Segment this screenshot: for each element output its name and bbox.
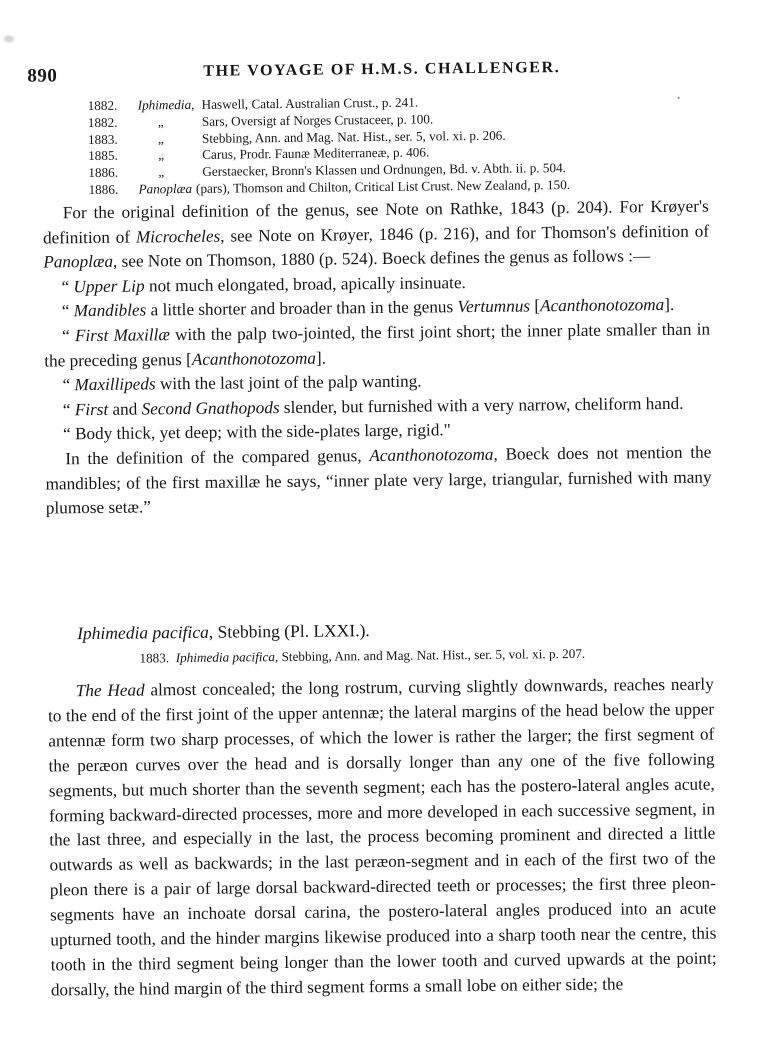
synonymy-year: 1882. <box>87 97 118 114</box>
synonymy-reference: Stebbing, Ann. and Mag. Nat. Hist., ser. 5, vol. xi. p. 206. <box>201 127 506 146</box>
synonymy-ditto: „ <box>157 114 164 130</box>
genus-discussion <box>43 195 712 522</box>
synonymy-name: Panoplæa <box>138 180 193 197</box>
text-run: slender, but furnished with a very narrow, cheliform hand. <box>279 393 684 417</box>
text-run: with the palp two-jointed, the first joint short; the inner plate smaller than in the preceding genus <box>44 319 711 371</box>
synonymy-year: 1883. <box>87 131 118 147</box>
synonymy-year: 1883. <box>139 650 170 666</box>
genus-name: Acanthonotozoma <box>191 348 317 369</box>
text-run: not much elongated, broad, apically insinuate. <box>144 272 466 296</box>
page-number: 890 <box>27 65 58 87</box>
species-name: Iphimedia pacifica <box>77 621 209 644</box>
synonymy-reference: Haswell, Catal. Australian Crust., p. 241. <box>201 94 419 112</box>
text-run: Body thick, yet deep; with the side-plates large, rigid." <box>74 420 451 444</box>
quoted-character: “ First Maxillæ with the palp two-jointed, the first joint short; the inner plate smaller than in the preceding genus [Acanthonotozoma]. <box>44 319 711 371</box>
synonymy-list <box>88 92 669 199</box>
species-authority: , Stebbing (Pl. LXXI.). <box>208 620 370 642</box>
genus-name: Vertumnus <box>457 296 531 317</box>
paragraph <box>43 195 710 276</box>
character-term: Maxillipeds <box>74 374 156 395</box>
species-description <box>48 673 717 1004</box>
synonymy-year: 1886. <box>88 181 119 198</box>
synonymy-name: Iphimedia pacifica, <box>175 649 279 666</box>
text-run: , see Note on Thomson, 1880 (p. 524). Boeck defines the genus as follows :— <box>112 246 651 271</box>
text-run: , see Note on Krøyer, 1846 (p. 216), and for Thomson's definition of <box>220 221 710 246</box>
synonymy-reference: Stebbing, Ann. and Mag. Nat. Hist., ser. 5, vol. xi. p. 207. <box>281 645 586 665</box>
paragraph <box>45 440 712 521</box>
text-run: and <box>108 399 142 419</box>
species-heading <box>77 620 370 644</box>
character-term: Upper Lip <box>73 276 145 296</box>
character-term: First Maxillæ <box>74 325 170 346</box>
quoted-character: “ Upper Lip not much elongated, broad, apically insinuate. <box>61 272 466 297</box>
synonymy-ditto: „ <box>158 147 165 163</box>
genus-name: Panoplæa <box>43 251 114 272</box>
synonymy-year: 1882. <box>87 114 118 130</box>
synonymy-reference: Gerstaecker, Bronn's Klassen und Ordnungen, Bd. v. Abth. ii. p. 504. <box>202 160 567 180</box>
text-run: almost concealed; the long rostrum, curving slightly downwards, reaches nearly to the end of the first joint of the upper antennæ; the lateral margins of the head below the upper antennæ form two sharp processes, of which the lower is rather the larger; the first segment of the peræon curves over the head and is dorsally longer than any one of the five following segments, but much shorter than the seventh segment; each has the postero-lateral angles acute, forming backward-directed processes, more and more developed in each successive segment, in the last three, and especially in the last, the process becoming prominent and directed a little outwards as well as backwards; in the last peræon-segment and in each of the first two of the pleon there is a pair of large dorsal backward-directed teeth or processes; the first three pleon-segments have an inchoate dorsal carina, the postero-lateral angles produced into an acute upturned tooth, and the hinder margins likewise produced into a sharp tooth near the centre, this tooth in the third segment being longer than the lower tooth and curved upwards at the point; dorsally, the hind margin of the third segment forms a small lobe on either side; the <box>47 674 717 1000</box>
synonymy-reference: (pars), Thomson and Chilton, Critical List Crust. New Zealand, p. 150. <box>195 176 571 196</box>
character-term: First <box>74 399 109 419</box>
genus-name: Acanthonotozoma <box>539 295 665 316</box>
text-run: For the original definition of the genus, see Note on Rathke, 1843 (p. 204). For Krøyer's definition of <box>42 196 709 248</box>
synonymy-reference: Carus, Prodr. Faunæ Mediterraneæ, p. 406. <box>202 144 430 163</box>
synonymy-ditto: „ <box>157 130 164 146</box>
text-run: , Boeck does not mention the mandibles; of the first maxillæ he says, “inner plate very large, triangular, furnished with many plumose setæ.” <box>45 442 712 518</box>
text-run: with the last joint of the palp wanting. <box>155 371 422 394</box>
text-run: a little shorter and broader than in the genus <box>146 297 458 320</box>
genus-name: Microcheles <box>135 226 221 247</box>
quoted-character: “ Mandibles a little shorter and broader than in the genus Vertumnus [Acanthonotozoma]. <box>61 295 675 321</box>
synonymy-reference: Sars, Oversigt af Norges Crustaceer, p. 100. <box>201 111 434 129</box>
scan-speck <box>678 97 680 99</box>
quoted-character: “ First and Second Gnathopods slender, but furnished with a very narrow, cheliform hand. <box>62 393 684 420</box>
page-header <box>25 44 725 87</box>
running-title: THE VOYAGE OF H.M.S. CHALLENGER. <box>203 59 561 80</box>
quoted-character: “ Maxillipeds with the last joint of the palp wanting. <box>62 371 422 395</box>
synonymy-year: 1886. <box>88 164 119 181</box>
quoted-character: “ Body thick, yet deep; with the side-plates large, rigid." <box>62 420 451 444</box>
text-run: In the definition of the compared genus, <box>65 446 370 469</box>
character-term: Mandibles <box>73 300 147 321</box>
synonymy-ditto: „ <box>158 164 165 180</box>
species-synonymy <box>139 646 585 667</box>
paragraph <box>48 673 717 1004</box>
section-lead: The Head <box>75 680 145 701</box>
genus-name: Acanthonotozoma <box>369 444 494 466</box>
synonymy-name: Iphimedia, <box>137 96 195 113</box>
character-term: Second Gnathopods <box>141 397 280 419</box>
synonymy-year: 1885. <box>88 148 118 164</box>
